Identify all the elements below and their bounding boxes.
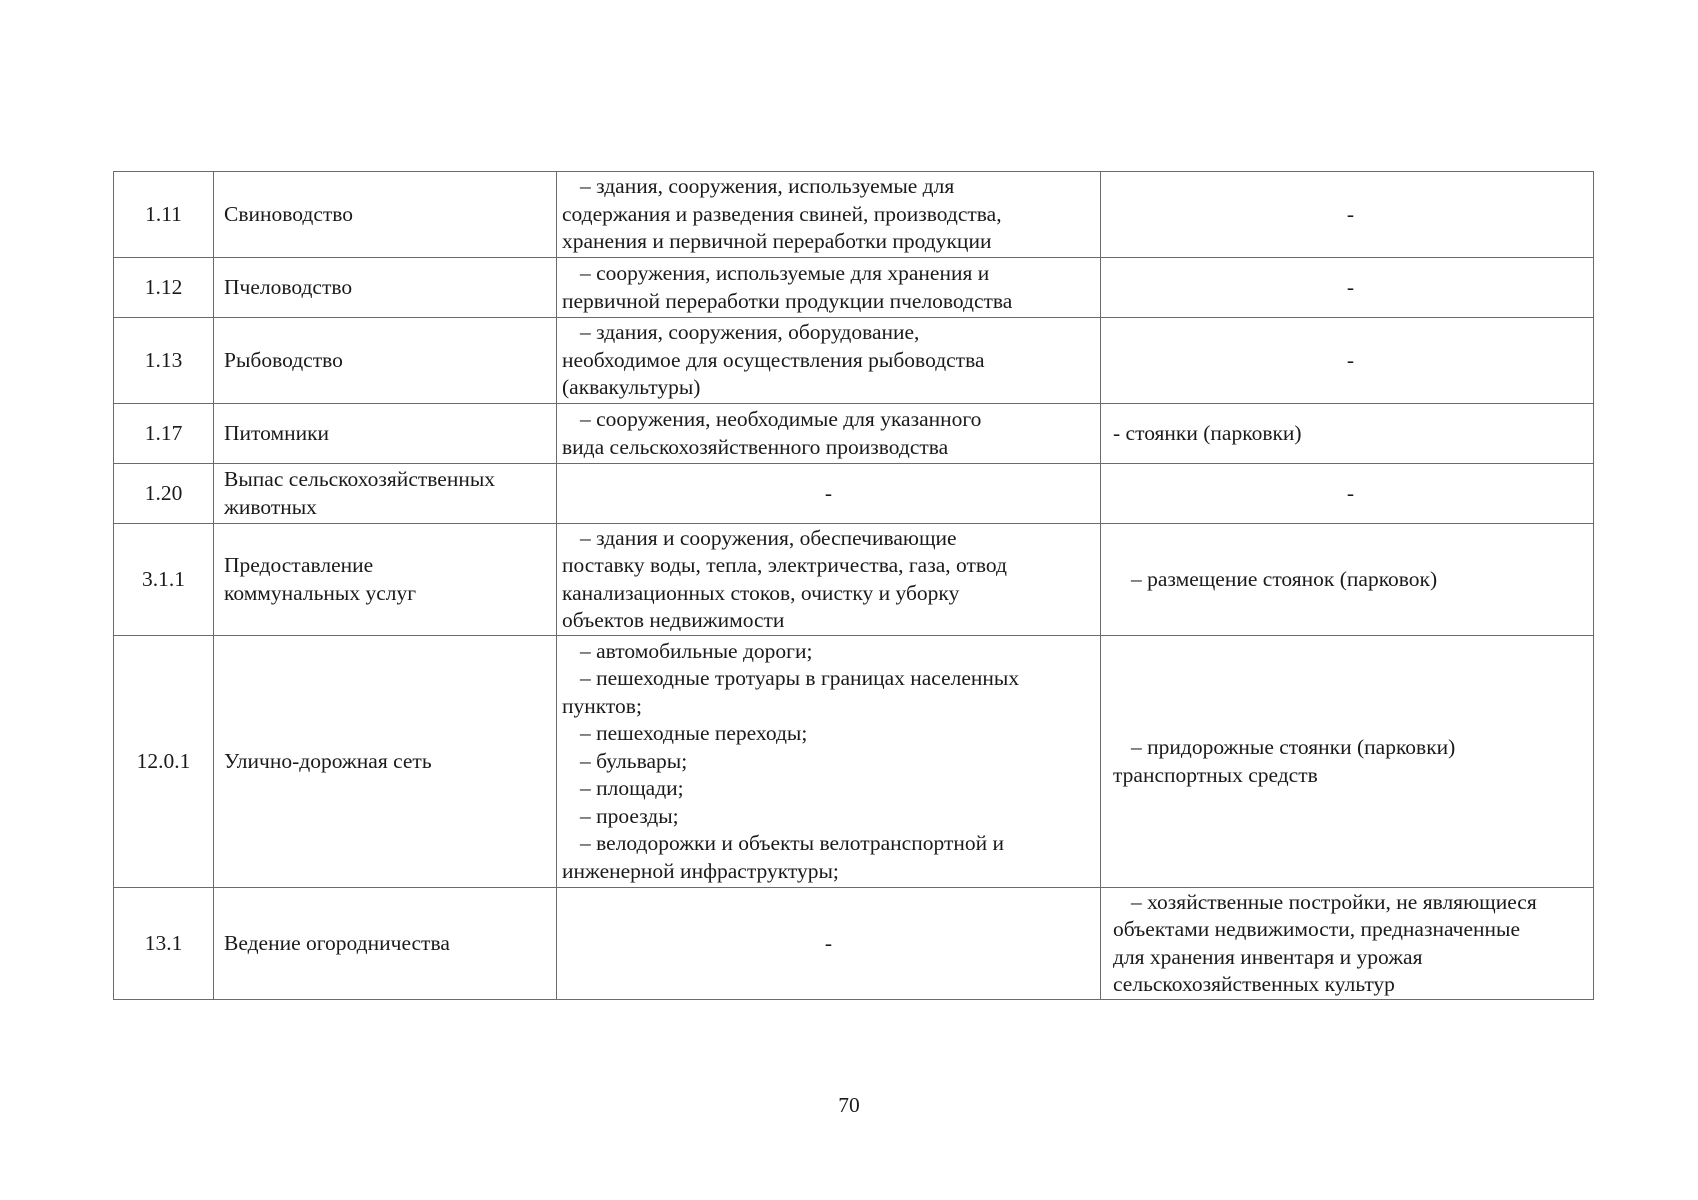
cell-text-line: канализационных стоков, очистку и уборку: [562, 580, 960, 605]
main-permitted-objects: [557, 318, 1101, 404]
main-permitted-objects: [557, 258, 1101, 318]
cell-text-line: – хозяйственные постройки, не являющиеся: [1131, 889, 1537, 914]
cell-text-line: – здания, сооружения, оборудование,: [580, 320, 920, 345]
table-row: [114, 258, 1594, 318]
cell-text-line: объектов недвижимости: [562, 608, 785, 632]
cell-text-line: – здания, сооружения, используемые для: [580, 174, 955, 199]
cell-text-line: вида сельскохозяйственного производства: [562, 434, 949, 459]
main-permitted-objects: [557, 404, 1101, 464]
cell-text-line: -: [1346, 480, 1355, 505]
cell-text-line: (аквакультуры): [562, 375, 701, 400]
auxiliary-permitted-objects: [1101, 636, 1594, 888]
table-row: [114, 524, 1594, 636]
use-code: 3.1.1: [114, 524, 214, 636]
cell-text-line: Рыбоводство: [224, 347, 343, 372]
cell-text-line: Свиноводство: [224, 201, 354, 226]
auxiliary-permitted-objects: [1101, 404, 1594, 464]
cell-text-line: пунктов;: [562, 693, 642, 718]
cell-text-line: для хранения инвентаря и урожая: [1113, 944, 1423, 969]
use-code: 1.13: [114, 318, 214, 404]
cell-text-line: хранения и первичной переработки продукции: [562, 229, 992, 254]
cell-text-line: содержания и разведения свиней, производства,: [562, 201, 1002, 226]
cell-text-line: -: [1346, 347, 1355, 372]
cell-text-line: Пчеловодство: [224, 274, 353, 299]
cell-text-line: - стоянки (парковки): [1113, 420, 1302, 445]
cell-text-line: необходимое для осуществления рыбоводства: [562, 347, 985, 372]
cell-text-line: объектами недвижимости, предназначенные: [1113, 917, 1521, 941]
auxiliary-permitted-objects: [1101, 318, 1594, 404]
permitted-use-name: [214, 524, 557, 636]
cell-text-line: – велодорожки и объекты велотранспортной и: [580, 831, 1004, 856]
permitted-use-name: [214, 258, 557, 318]
cell-text-line: – сооружения, необходимые для указанного: [580, 407, 982, 431]
use-code: 1.11: [114, 172, 214, 258]
cell-text-line: – пешеходные переходы;: [580, 721, 808, 746]
main-permitted-objects: [557, 464, 1101, 524]
cell-text-line: – придорожные стоянки (парковки): [1131, 735, 1456, 759]
cell-text-line: поставку воды, тепла, электричества, газа, отвод: [562, 553, 1007, 577]
cell-text-line: -: [824, 930, 833, 955]
auxiliary-permitted-objects: [1101, 172, 1594, 258]
auxiliary-permitted-objects: [1101, 464, 1594, 524]
land-use-table: [113, 171, 1594, 1000]
cell-text-line: сельскохозяйственных культур: [1113, 972, 1395, 996]
cell-text-line: Выпас сельскохозяйственных: [224, 467, 496, 491]
cell-text-line: – сооружения, используемые для хранения и: [580, 261, 990, 285]
permitted-use-name: [214, 404, 557, 464]
main-permitted-objects: [557, 172, 1101, 258]
cell-text-line: Питомники: [224, 420, 330, 445]
cell-text-line: – размещение стоянок (парковок): [1131, 566, 1438, 591]
table-row: [114, 172, 1594, 258]
cell-text-line: -: [1346, 274, 1355, 299]
table-row: [114, 464, 1594, 524]
main-permitted-objects: [557, 636, 1101, 888]
cell-text-line: – здания и сооружения, обеспечивающие: [580, 525, 957, 550]
main-permitted-objects: [557, 524, 1101, 636]
cell-text-line: Предоставление: [224, 553, 374, 577]
table-row: [114, 636, 1594, 888]
cell-text-line: -: [824, 480, 833, 505]
permitted-use-name: [214, 888, 557, 1000]
auxiliary-permitted-objects: [1101, 888, 1594, 1000]
page-number: 70: [838, 1093, 860, 1117]
cell-text-line: Улично-дорожная сеть: [224, 748, 432, 773]
cell-text-line: – площади;: [580, 776, 684, 801]
table-row: [114, 888, 1594, 1000]
cell-text-line: – автомобильные дороги;: [580, 638, 813, 663]
use-code: 1.12: [114, 258, 214, 318]
table-row: [114, 318, 1594, 404]
permitted-use-name: [214, 318, 557, 404]
use-code: 1.20: [114, 464, 214, 524]
cell-text-line: – пешеходные тротуары в границах населенных: [580, 666, 1020, 691]
permitted-use-name: [214, 636, 557, 888]
cell-text-line: – проезды;: [580, 803, 679, 828]
use-code: 13.1: [114, 888, 214, 1000]
cell-text-line: инженерной инфраструктуры;: [562, 858, 839, 883]
table-row: [114, 404, 1594, 464]
use-code: 12.0.1: [114, 636, 214, 888]
cell-text-line: – бульвары;: [580, 748, 688, 773]
use-code: 1.17: [114, 404, 214, 464]
table-body: [114, 172, 1594, 1000]
cell-text-line: транспортных средств: [1113, 762, 1318, 787]
cell-text-line: коммунальных услуг: [224, 580, 417, 605]
auxiliary-permitted-objects: [1101, 258, 1594, 318]
cell-text-line: животных: [224, 494, 317, 519]
cell-text-line: Ведение огородничества: [224, 930, 450, 955]
cell-text-line: первичной переработки продукции пчеловодства: [562, 288, 1013, 313]
cell-text-line: -: [1346, 201, 1355, 226]
permitted-use-name: [214, 464, 557, 524]
main-permitted-objects: [557, 888, 1101, 1000]
permitted-use-name: [214, 172, 557, 258]
auxiliary-permitted-objects: [1101, 524, 1594, 636]
